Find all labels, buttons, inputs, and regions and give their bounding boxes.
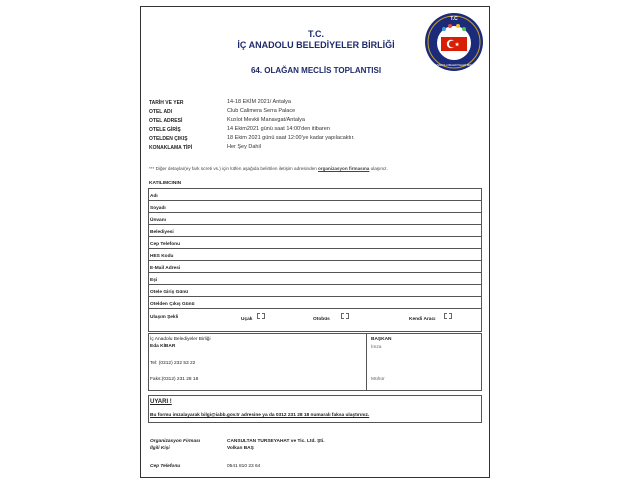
org-person: Volkan BAŞ (227, 446, 254, 451)
warning-title: UYARI ! (150, 399, 172, 405)
info-label-date-place: TARİH VE YER (149, 100, 184, 106)
registration-form-page (140, 6, 490, 478)
info-label-hotel-name: OTEL ADI (149, 109, 173, 115)
field-municipality[interactable] (149, 225, 481, 237)
field-label: Cep Telefonu (150, 242, 181, 247)
signature-label: İmza (371, 345, 382, 350)
contact-fax: Faks:(0312) 231 28 18 (150, 377, 199, 382)
contact-org: İç Anadolu Belediyeler Birliği (150, 337, 211, 342)
contact-note (149, 166, 388, 171)
transport-option-own-car: Kendi Aracı (409, 317, 436, 322)
field-label: Belediyesi (150, 230, 174, 235)
field-label: Otelden Çıkış Günü (150, 302, 195, 307)
form-title: KATILIMCININ (149, 181, 182, 186)
logo-top-text: T.C (450, 16, 458, 22)
contact-tel: Tel: (0312) 232 53 22 (150, 361, 196, 366)
field-surname[interactable] (149, 201, 481, 213)
transport-option-bus: Otobüs (313, 317, 330, 322)
info-label-hotel-address: OTEL ADRESİ (149, 118, 183, 124)
info-value-board-type: Her Şey Dahil (227, 144, 261, 150)
field-title[interactable] (149, 213, 481, 225)
field-label: E-Mail Adresi (150, 266, 181, 271)
info-value-date-place: 14-18 EKİM 2021/ Antalya (227, 99, 291, 105)
field-check-out-day[interactable] (149, 297, 481, 309)
field-name[interactable] (149, 189, 481, 201)
field-label: HES Kodu (150, 254, 174, 259)
org-label-person: İlgili Kişi (150, 446, 170, 451)
info-label-check-out: OTELDEN ÇIKIŞ (149, 136, 188, 142)
warning-text: Bu formu imzalayarak bilgi@iabb.gov.tr adresine ya da 0312 231 28 18 numaralı faksa ulaştırınız. (150, 413, 370, 418)
bus-checkbox[interactable] (341, 313, 349, 319)
field-hes-code[interactable] (149, 249, 481, 261)
seal-label: Mühür (371, 377, 385, 382)
header-union: İÇ ANADOLU BELEDİYELER BİRLİĞİ (237, 40, 395, 50)
field-label: Ünvanı (150, 218, 166, 223)
field-mobile-phone[interactable] (149, 237, 481, 249)
info-value-check-out: 18 Ekim 2021 günü saat 12:00'ye kadar yapılacaktır. (227, 135, 355, 141)
transport-option-plane: Uçak (241, 317, 253, 322)
contact-person: Eda KİBAR (150, 344, 176, 349)
plane-checkbox[interactable] (257, 313, 265, 319)
field-label: Soyadı (150, 206, 166, 211)
org-phone-label: Cep Telefonu (150, 464, 181, 469)
own-car-checkbox[interactable] (444, 313, 452, 319)
info-value-hotel-address: Kızılot Mevkii Manavgat/Antalya (227, 117, 305, 123)
org-phone: 0541 810 23 64 (227, 464, 261, 469)
field-label: Ulaşım Şekli (150, 315, 179, 320)
field-label: Adı (150, 194, 158, 199)
note-suffix: ulaşınız. (369, 166, 388, 171)
field-check-in-day[interactable] (149, 285, 481, 297)
info-label-check-in: OTELE GİRİŞ (149, 127, 181, 133)
info-label-board-type: KONAKLAMA TİPİ (149, 145, 193, 151)
contact-divider (366, 333, 367, 391)
field-label: Otele Giriş Günü (150, 290, 189, 295)
note-prefix: *** Diğer detaylar(ey fark ücreti vs.) için lütfen aşağıda belirtilen iletişim adresinden (149, 166, 319, 171)
organization-link[interactable]: organizasyon firmasına (318, 166, 370, 171)
org-label-company: Organizasyon Firması (150, 439, 201, 444)
header-meeting: 64. OLAĞAN MECLİS TOPLANTISI (250, 66, 382, 75)
president-label: BAŞKAN (371, 337, 392, 342)
field-spouse[interactable] (149, 273, 481, 285)
info-value-hotel-name: Club Calimera Serra Palace (227, 108, 296, 114)
logo-ring-text: İÇ ANADOLU BELEDİYELER BİRLİĞİ (431, 64, 477, 67)
header-tc: T.C. (307, 29, 324, 39)
warning-box (148, 395, 482, 423)
field-label: Eşi (150, 278, 158, 283)
field-email[interactable] (149, 261, 481, 273)
info-value-check-in: 14 Ekim2021 günü saat 14:00'den itibaren (227, 126, 330, 132)
org-company: CANSULTAN TURSEYAHAT ve Tic. Ltd. Şti. (227, 439, 325, 444)
